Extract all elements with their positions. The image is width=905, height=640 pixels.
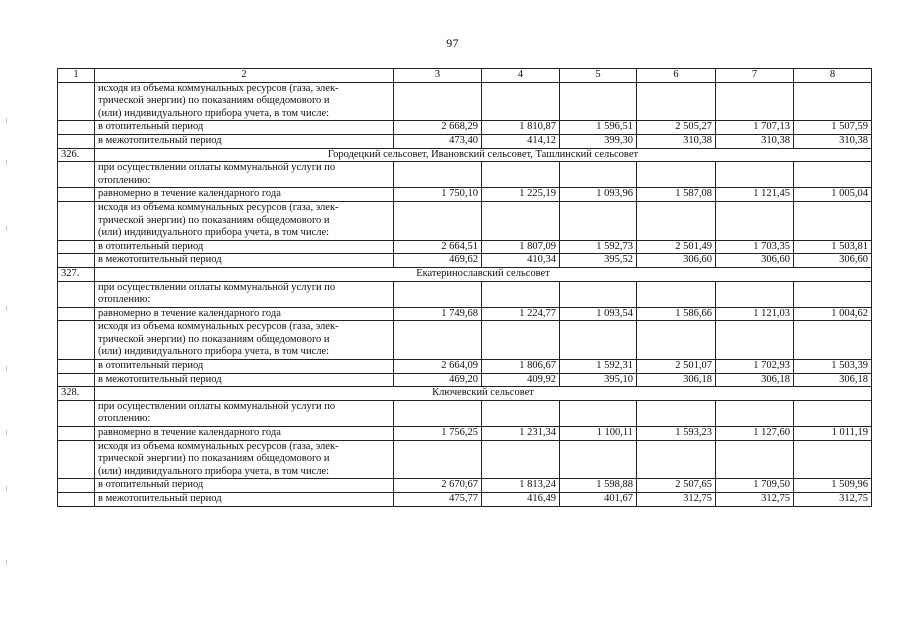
value-cell: 1 503,39 <box>794 360 872 374</box>
value-cell: 2 668,29 <box>394 121 482 135</box>
row-label: равномерно в течение календарного года <box>95 427 394 441</box>
empty-index-cell <box>58 427 95 441</box>
value-cell: 1 509,96 <box>794 479 872 493</box>
row-label: в межотопительный период <box>95 254 394 268</box>
section-index: 326. <box>58 148 95 162</box>
empty-value-cell <box>716 321 794 360</box>
empty-value-cell <box>637 281 716 307</box>
value-cell: 2 501,07 <box>637 360 716 374</box>
value-cell: 2 664,09 <box>394 360 482 374</box>
value-cell: 1 703,35 <box>716 240 794 254</box>
empty-value-cell <box>560 201 637 240</box>
value-cell: 1 231,34 <box>482 427 560 441</box>
empty-value-cell <box>794 201 872 240</box>
value-cell: 1 121,45 <box>716 188 794 202</box>
empty-value-cell <box>394 201 482 240</box>
value-cell: 1 225,19 <box>482 188 560 202</box>
empty-value-cell <box>560 162 637 188</box>
value-cell: 1 598,88 <box>560 479 637 493</box>
empty-value-cell <box>637 321 716 360</box>
page-number: 97 <box>446 36 459 50</box>
value-cell: 1 507,59 <box>794 121 872 135</box>
value-cell: 1 596,51 <box>560 121 637 135</box>
value-cell: 399,30 <box>560 134 637 148</box>
table-row <box>58 121 872 135</box>
empty-value-cell <box>394 82 482 121</box>
value-cell: 1 121,03 <box>716 307 794 321</box>
value-cell: 1 587,08 <box>637 188 716 202</box>
empty-value-cell <box>560 321 637 360</box>
empty-value-cell <box>482 321 560 360</box>
value-cell: 414,12 <box>482 134 560 148</box>
value-cell: 475,77 <box>394 493 482 507</box>
empty-value-cell <box>482 281 560 307</box>
value-cell: 1 709,50 <box>716 479 794 493</box>
empty-index-cell <box>58 82 95 121</box>
value-cell: 306,18 <box>794 373 872 387</box>
value-cell: 2 664,51 <box>394 240 482 254</box>
column-header: 7 <box>716 69 794 83</box>
empty-index-cell <box>58 321 95 360</box>
section-title: Екатеринославский сельсовет <box>95 267 872 281</box>
value-cell: 310,38 <box>716 134 794 148</box>
row-label: в межотопительный период <box>95 134 394 148</box>
value-cell: 312,75 <box>637 493 716 507</box>
row-label: в межотопительный период <box>95 373 394 387</box>
value-cell: 1 756,25 <box>394 427 482 441</box>
row-description: при осуществлении оплаты коммунальной услуги по отоплению: <box>95 400 394 426</box>
empty-index-cell <box>58 281 95 307</box>
empty-value-cell <box>637 82 716 121</box>
empty-value-cell <box>794 82 872 121</box>
empty-value-cell <box>394 321 482 360</box>
row-label: в отопительный период <box>95 360 394 374</box>
empty-value-cell <box>637 201 716 240</box>
empty-index-cell <box>58 307 95 321</box>
value-cell: 306,18 <box>716 373 794 387</box>
value-cell: 1 005,04 <box>794 188 872 202</box>
empty-index-cell <box>58 360 95 374</box>
value-cell: 1 100,11 <box>560 427 637 441</box>
column-header: 6 <box>637 69 716 83</box>
value-cell: 1 593,23 <box>637 427 716 441</box>
value-cell: 306,60 <box>637 254 716 268</box>
value-cell: 1 586,66 <box>637 307 716 321</box>
table-row <box>58 360 872 374</box>
table-row <box>58 134 872 148</box>
value-cell: 1 503,81 <box>794 240 872 254</box>
value-cell: 312,75 <box>716 493 794 507</box>
description-row <box>58 440 872 479</box>
row-description: исходя из объема коммунальных ресурсов (газа, элек- трической энергии) по показаниям общедомового и (или) индивидуального прибора учета, в том числе: <box>95 440 394 479</box>
value-cell: 1 702,93 <box>716 360 794 374</box>
empty-value-cell <box>637 162 716 188</box>
value-cell: 1 592,73 <box>560 240 637 254</box>
empty-value-cell <box>394 400 482 426</box>
row-description: исходя из объема коммунальных ресурсов (газа, элек- трической энергии) по показаниям общедомового и (или) индивидуального прибора учета, в том числе: <box>95 321 394 360</box>
value-cell: 1 011,19 <box>794 427 872 441</box>
value-cell: 1 813,24 <box>482 479 560 493</box>
scan-edge-marks <box>6 0 9 640</box>
value-cell: 312,75 <box>794 493 872 507</box>
table-row <box>58 188 872 202</box>
row-label: в отопительный период <box>95 240 394 254</box>
value-cell: 410,34 <box>482 254 560 268</box>
row-label: в отопительный период <box>95 121 394 135</box>
section-index: 327. <box>58 267 95 281</box>
tariff-table <box>57 68 872 507</box>
value-cell: 395,10 <box>560 373 637 387</box>
empty-value-cell <box>394 162 482 188</box>
description-row <box>58 82 872 121</box>
section-header-row <box>58 148 872 162</box>
empty-index-cell <box>58 254 95 268</box>
value-cell: 1 807,09 <box>482 240 560 254</box>
section-header-row <box>58 387 872 401</box>
column-number-row <box>58 69 872 83</box>
section-title: Ключевский сельсовет <box>95 387 872 401</box>
empty-value-cell <box>560 440 637 479</box>
section-index: 328. <box>58 387 95 401</box>
row-description: при осуществлении оплаты коммунальной услуги по отоплению: <box>95 162 394 188</box>
empty-value-cell <box>560 281 637 307</box>
empty-value-cell <box>716 440 794 479</box>
value-cell: 1 093,96 <box>560 188 637 202</box>
value-cell: 1 806,67 <box>482 360 560 374</box>
empty-value-cell <box>637 440 716 479</box>
row-label: в межотопительный период <box>95 493 394 507</box>
value-cell: 401,67 <box>560 493 637 507</box>
value-cell: 2 501,49 <box>637 240 716 254</box>
empty-value-cell <box>716 201 794 240</box>
value-cell: 1 750,10 <box>394 188 482 202</box>
table-row <box>58 373 872 387</box>
description-row <box>58 321 872 360</box>
table-row <box>58 493 872 507</box>
row-description: исходя из объема коммунальных ресурсов (газа, элек- трической энергии) по показаниям общедомового и (или) индивидуального прибора учета, в том числе: <box>95 201 394 240</box>
table-row <box>58 307 872 321</box>
empty-value-cell <box>560 82 637 121</box>
empty-value-cell <box>716 82 794 121</box>
value-cell: 310,38 <box>794 134 872 148</box>
value-cell: 1 224,77 <box>482 307 560 321</box>
value-cell: 306,60 <box>716 254 794 268</box>
empty-index-cell <box>58 373 95 387</box>
row-label: равномерно в течение календарного года <box>95 188 394 202</box>
empty-index-cell <box>58 121 95 135</box>
row-description: исходя из объема коммунальных ресурсов (газа, элек- трической энергии) по показаниям общедомового и (или) индивидуального прибора учета, в том числе: <box>95 82 394 121</box>
value-cell: 473,40 <box>394 134 482 148</box>
empty-value-cell <box>637 400 716 426</box>
empty-index-cell <box>58 162 95 188</box>
value-cell: 2 507,65 <box>637 479 716 493</box>
value-cell: 1 127,60 <box>716 427 794 441</box>
empty-value-cell <box>482 400 560 426</box>
empty-value-cell <box>794 440 872 479</box>
empty-value-cell <box>560 400 637 426</box>
empty-value-cell <box>482 201 560 240</box>
empty-value-cell <box>794 281 872 307</box>
empty-value-cell <box>794 400 872 426</box>
empty-index-cell <box>58 400 95 426</box>
value-cell: 469,62 <box>394 254 482 268</box>
empty-index-cell <box>58 479 95 493</box>
table-row <box>58 240 872 254</box>
value-cell: 2 670,67 <box>394 479 482 493</box>
value-cell: 1 093,54 <box>560 307 637 321</box>
value-cell: 409,92 <box>482 373 560 387</box>
empty-value-cell <box>716 162 794 188</box>
column-header: 5 <box>560 69 637 83</box>
empty-index-cell <box>58 188 95 202</box>
empty-value-cell <box>794 321 872 360</box>
value-cell: 310,38 <box>637 134 716 148</box>
table-row <box>58 427 872 441</box>
description-row <box>58 162 872 188</box>
empty-value-cell <box>482 82 560 121</box>
empty-index-cell <box>58 440 95 479</box>
empty-value-cell <box>482 440 560 479</box>
value-cell: 469,20 <box>394 373 482 387</box>
value-cell: 306,18 <box>637 373 716 387</box>
table-row <box>58 479 872 493</box>
value-cell: 395,52 <box>560 254 637 268</box>
description-row <box>58 281 872 307</box>
value-cell: 1 592,31 <box>560 360 637 374</box>
empty-value-cell <box>716 281 794 307</box>
value-cell: 306,60 <box>794 254 872 268</box>
table-body <box>58 82 872 506</box>
empty-index-cell <box>58 201 95 240</box>
empty-value-cell <box>482 162 560 188</box>
value-cell: 1 810,87 <box>482 121 560 135</box>
row-label: в отопительный период <box>95 479 394 493</box>
value-cell: 1 707,13 <box>716 121 794 135</box>
row-label: равномерно в течение календарного года <box>95 307 394 321</box>
empty-index-cell <box>58 493 95 507</box>
column-header: 1 <box>58 69 95 83</box>
empty-index-cell <box>58 134 95 148</box>
description-row <box>58 400 872 426</box>
value-cell: 416,49 <box>482 493 560 507</box>
row-description: при осуществлении оплаты коммунальной услуги по отоплению: <box>95 281 394 307</box>
table-row <box>58 254 872 268</box>
empty-value-cell <box>794 162 872 188</box>
section-header-row <box>58 267 872 281</box>
empty-value-cell <box>394 440 482 479</box>
column-header: 3 <box>394 69 482 83</box>
value-cell: 1 749,68 <box>394 307 482 321</box>
empty-value-cell <box>716 400 794 426</box>
value-cell: 2 505,27 <box>637 121 716 135</box>
column-header: 8 <box>794 69 872 83</box>
column-header: 4 <box>482 69 560 83</box>
column-header: 2 <box>95 69 394 83</box>
empty-index-cell <box>58 240 95 254</box>
section-title: Городецкий сельсовет, Ивановский сельсовет, Ташлинский сельсовет <box>95 148 872 162</box>
description-row <box>58 201 872 240</box>
empty-value-cell <box>394 281 482 307</box>
value-cell: 1 004,62 <box>794 307 872 321</box>
